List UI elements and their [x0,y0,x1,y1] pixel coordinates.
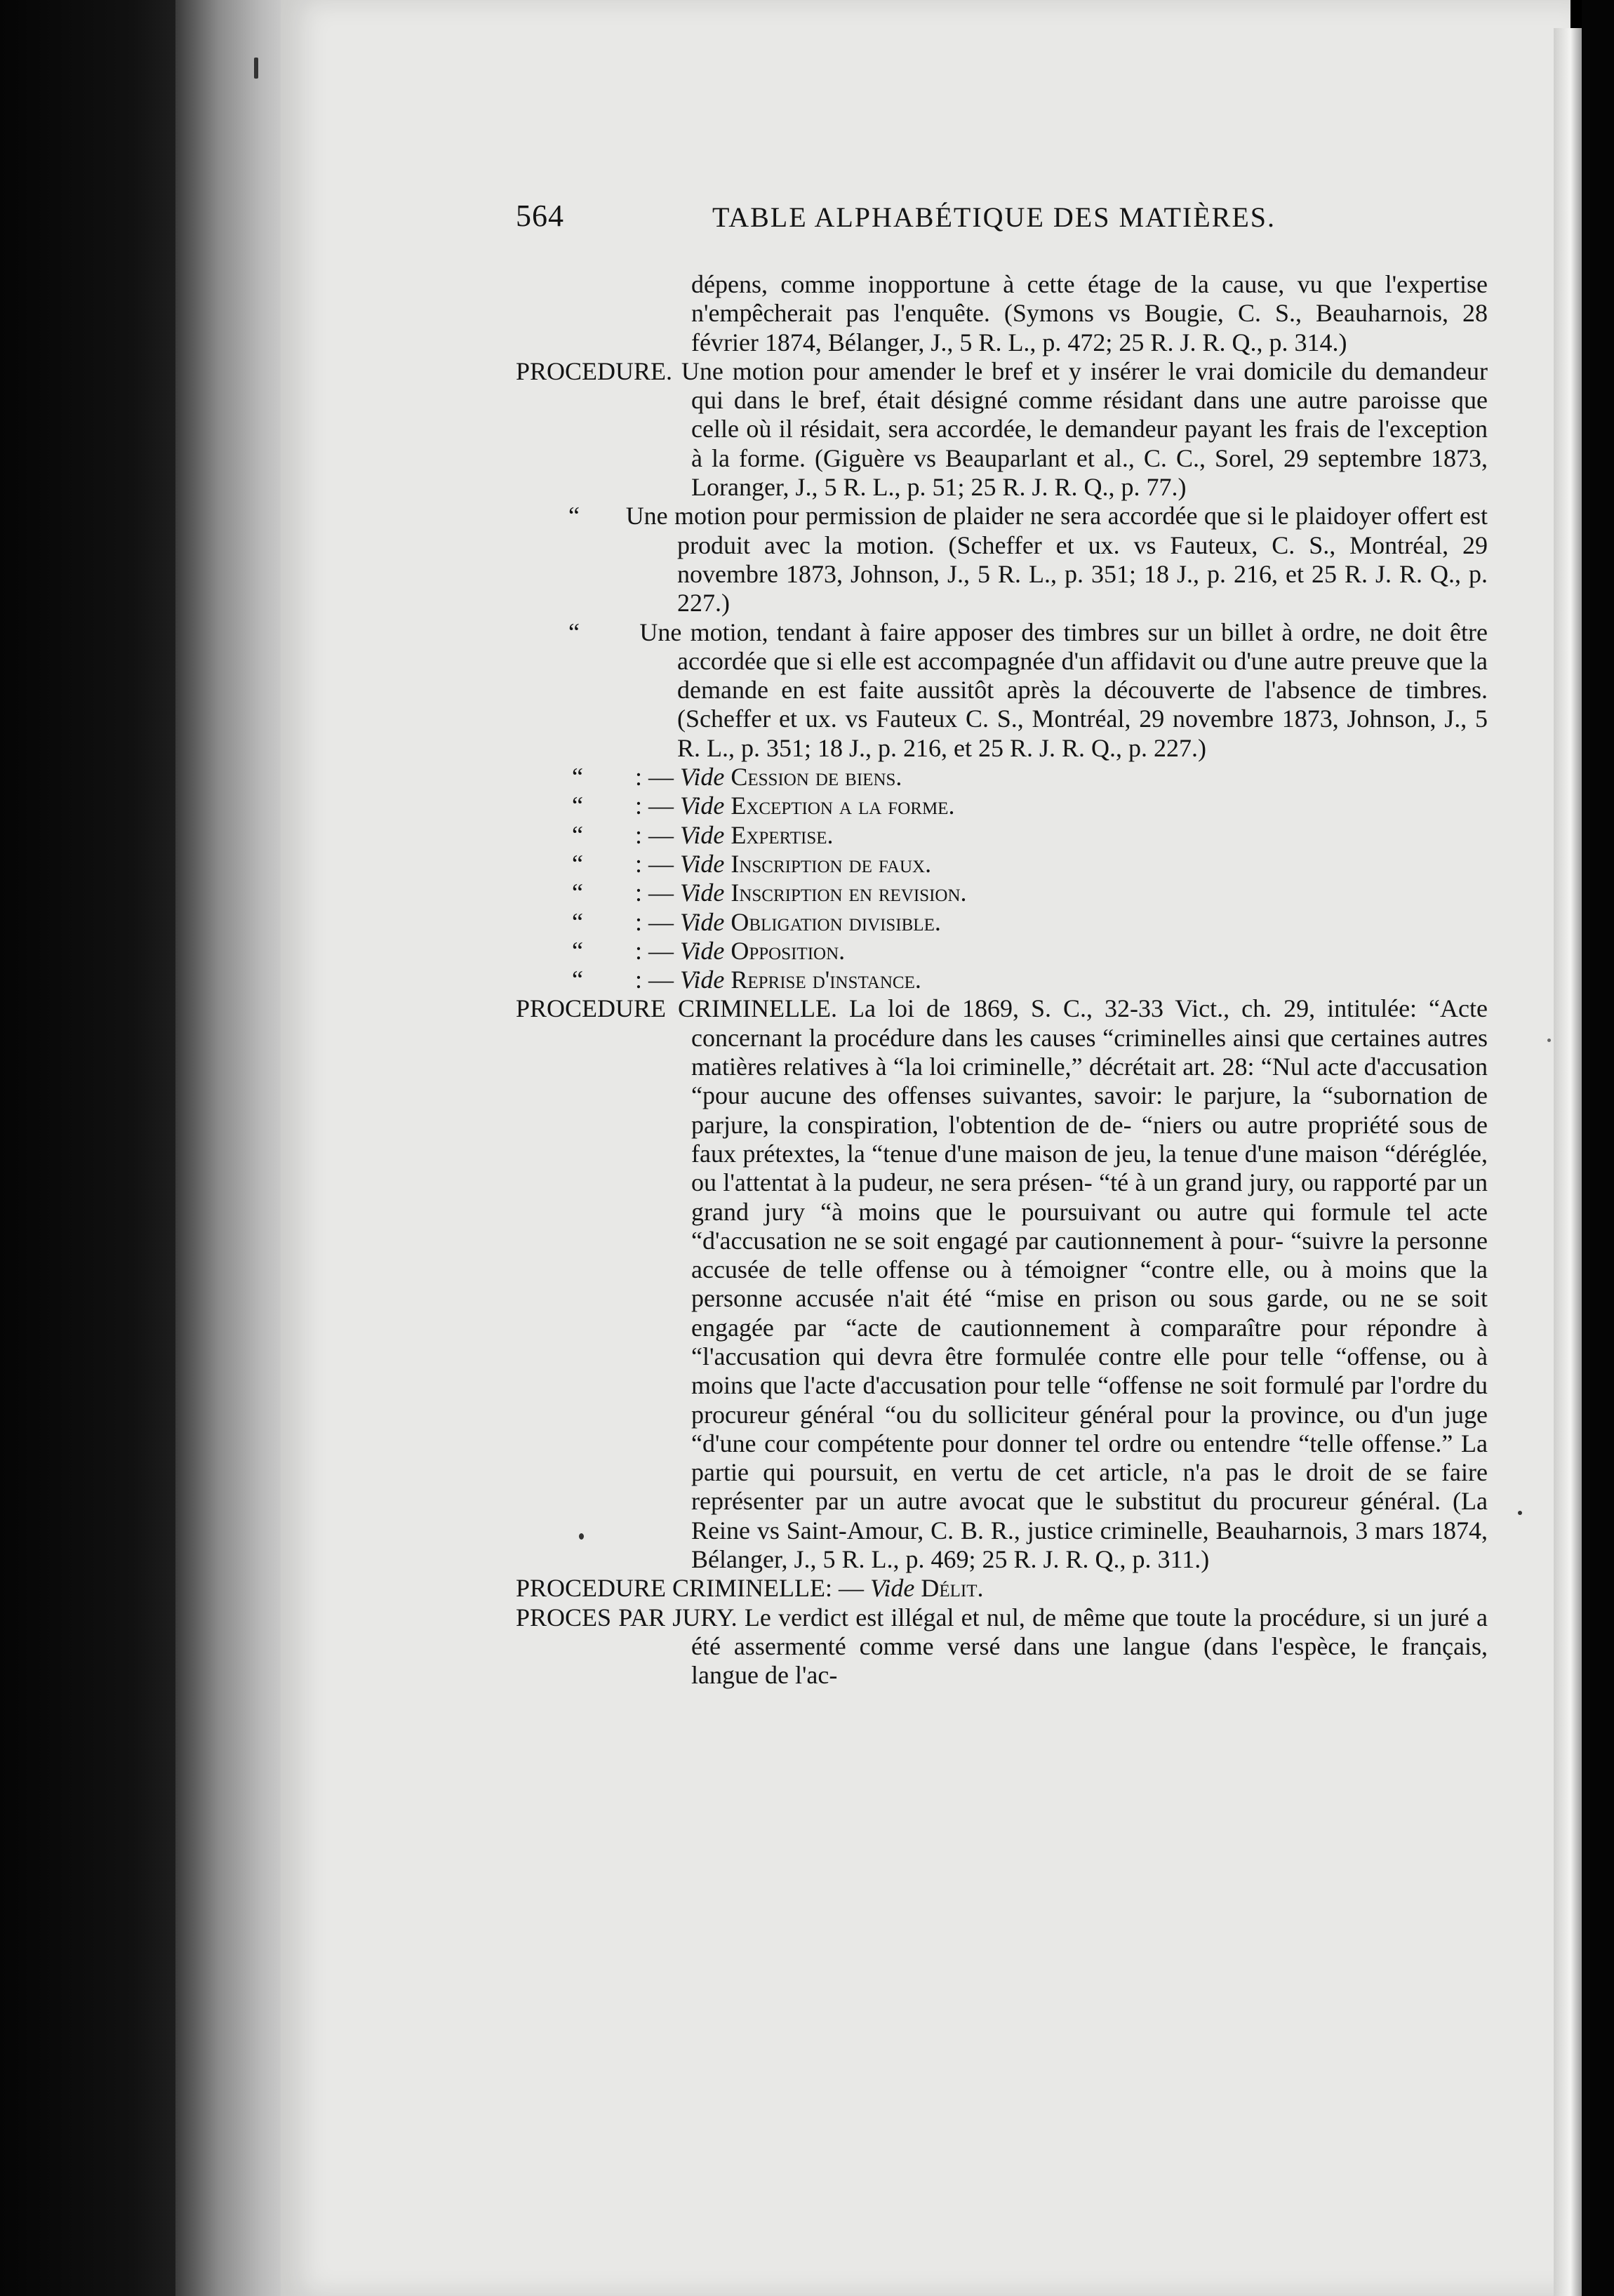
vide-label: Vide [870,1574,915,1603]
ref-dash: : — [635,936,674,965]
ref-target: Cession de biens. [731,763,902,792]
ditto-mark: “ [572,820,583,849]
page-number: 564 [516,199,564,233]
page-edge [1554,28,1582,2296]
ditto-mark: “ [568,502,580,530]
ref-target: Inscription en revision. [731,879,967,907]
ref-target: Reprise d'instance. [731,966,921,994]
entry-procedure-motion-plaider [516,502,1488,618]
index-entries [516,270,1488,1690]
ref-target: Délit. [921,1574,984,1603]
entry-procedure-motion-timbres [516,618,1488,763]
ref-dash: : — [635,879,674,907]
ref-target: Obligation divisible. [731,907,941,936]
cross-reference [516,879,1488,907]
cross-reference [516,966,1488,994]
vide-label: Vide [680,792,725,820]
running-title: TABLE ALPHABÉTIQUE DES MATIÈRES. [712,201,1276,233]
entry-heading: PROCES PAR JURY. [516,1603,738,1631]
vide-label: Vide [680,763,725,792]
ref-dash: : — [635,792,674,820]
entry-heading: PROCEDURE. [516,356,673,385]
ref-dash: — [839,1574,865,1603]
entry-text: Le verdict est illégal et nul, de même que toute la procédure, si un juré a été assermenté comme versé dans une langue (dans l'espèce, le français, langue de l'ac- [691,1603,1488,1690]
ref-target: Opposition. [731,936,846,965]
entry-proces-par-jury [516,1603,1488,1690]
cross-reference [516,937,1488,966]
cross-reference [516,763,1488,792]
ref-dash: : — [635,907,674,936]
ditto-mark: “ [572,792,583,820]
ref-target: Exception a la forme. [731,792,955,820]
entry-text: Une motion pour permission de plaider ne sera accordée que si le plaidoyer offert est produit avec la motion. (Scheffer et ux. vs Fauteux, C. S., Montréal, 29 novembre 1873, Johnson, J., 5 R. L., p. 351; 18 J., p. 216, et 25 R. J. R. Q., p. 227.) [625,502,1488,618]
ditto-mark: “ [572,936,583,965]
cross-reference [516,792,1488,820]
book-spine [175,0,298,2296]
vide-label: Vide [680,966,725,994]
entry-procedure [516,357,1488,502]
vide-label: Vide [680,907,725,936]
entry-heading: PROCEDURE CRIMINELLE. [516,994,837,1023]
ditto-mark: “ [572,849,583,878]
vide-label: Vide [680,820,725,849]
vide-label: Vide [680,879,725,907]
entry-procedure-criminelle-ref [516,1574,1488,1603]
entry-text: dépens, comme inopportune à cette étage de la cause, vu que l'expertise n'empêcherait pas l'enquête. (Symons vs Bougie, C. S., Beauharnois, 28 février 1874, Bélanger, J., 5 R. L., p. 472; 25 R. J. R. Q., p. 314.) [691,270,1488,356]
ref-dash: : — [635,966,674,994]
ditto-mark: “ [572,763,583,792]
ref-dash: : — [635,849,674,878]
entry-procedure-criminelle [516,994,1488,1574]
cross-reference [516,850,1488,879]
ref-target: Inscription de faux. [731,849,932,878]
scan-speck [1547,1039,1551,1042]
scan-speck [1518,1511,1522,1515]
vide-label: Vide [680,849,725,878]
ditto-mark: “ [572,879,583,907]
scan-right-margin [1582,0,1614,2296]
cross-reference [516,908,1488,937]
entry-continuation [516,270,1488,357]
entry-text: Une motion pour amender le bref et y insérer le vrai domicile du demandeur qui dans le bref, était désigné comme résidant dans une autre paroisse que celle où il résidait, sera accordée, le demandeur payant les frais de l'exception à la forme. (Giguère vs Beauparlant et al., C. C., Sorel, 29 septembre 1873, Loranger, J., 5 R. L., p. 51; 25 R. J. R. Q., p. 77.) [681,356,1488,502]
ditto-mark: “ [568,618,580,646]
entry-text: La loi de 1869, S. C., 32-33 Vict., ch. 29, intitulée: “Acte concernant la procédure dans les causes “criminelles ainsi que certaines autres matières relatives à “la loi criminelle,” décrétait art. 28: “Nul acte d'accusation “pour aucune des offenses suivantes, savoir: le parjure, la “subornation de parjure, la conspiration, l'obtention de de- “niers ou autre propriété sous de faux prétextes, la “tenue d'une maison de jeu, la tenue d'une maison “déréglée, ou l'attentat à la pudeur, ne sera présen- “té à un grand jury, ou rapporté par un grand jury “à moins que le poursuivant ou autre qui formule tel acte “d'accusation ne se soit engagé par cautionnement à pour- “suivre la personne accusée de telle offense ou à témoigner “contre elle, ou à moins que la personne accusée n'ait été “mise en prison ou sous garde, ou ne se soit engagée par “acte de cautionnement à comparaître pour répondre à “l'accusation qui devra être formulée contre elle pour telle “offense, ou à moins que l'acte d'accusation pour telle “offense ne soit formulé par l'ordre du procureur général “ou du solliciteur général pour la province, ou d'un juge “d'une cour compétente pour donner tel ordre ou entendre “telle offense.” La partie qui poursuit, en vertu de cet article, n'a pas le droit de se faire représenter par un autre avocat que le substitut du procureur général. (La Reine vs Saint-Amour, C. B. R., justice criminelle, Beauharnois, 3 mars 1874, Bélanger, J., 5 R. L., p. 469; 25 R. J. R. Q., p. 311.) [691,994,1488,1574]
vide-label: Vide [680,936,725,965]
running-header [516,198,1498,240]
ref-target: Expertise. [731,820,834,849]
entry-text: Une motion, tendant à faire apposer des timbres sur un billet à ordre, ne doit être accordée que si elle est accompagnée d'un affidavit ou d'une autre preuve que la demande en est faite aussitôt après la découverte de l'absence de timbres. (Scheffer et ux. vs Fauteux C. S., Montréal, 29 novembre 1873, Johnson, J., 5 R. L., p. 351; 18 J., p. 216, et 25 R. J. R. Q., p. 227.) [639,618,1488,762]
ref-dash: : — [635,820,674,849]
cross-reference [516,821,1488,850]
entry-heading: PROCEDURE CRIMINELLE: [516,1574,833,1603]
scan-speck [254,58,258,79]
ditto-mark: “ [572,907,583,936]
scan-speck [579,1533,584,1540]
ditto-mark: “ [572,966,583,994]
ref-dash: : — [635,763,674,792]
